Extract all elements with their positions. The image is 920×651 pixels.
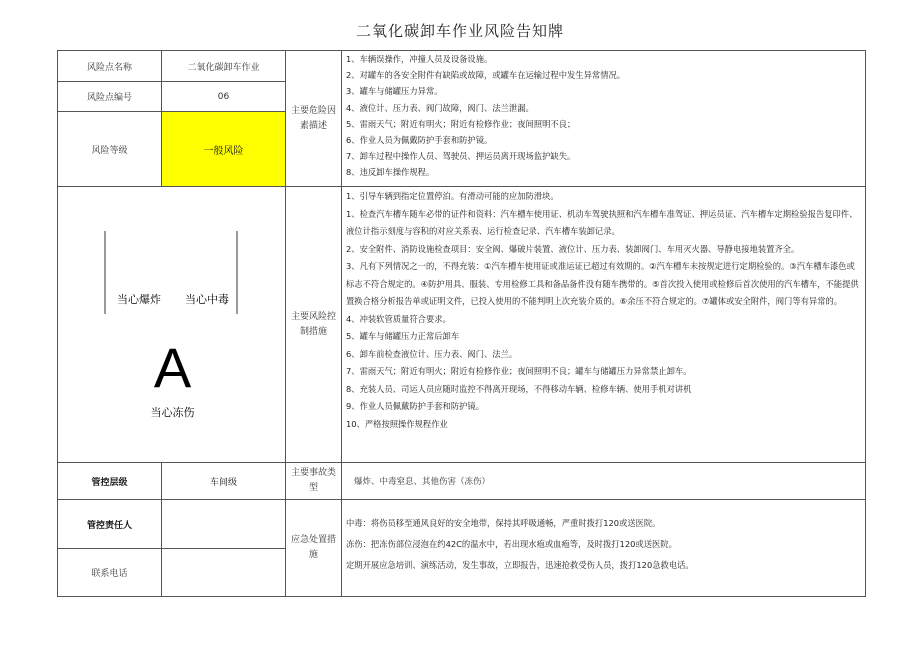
control-item: 1、引导车辆到指定位置停泊。有滑动可能的应加防滑块。 [346,191,559,201]
control-item: 10、严格按照操作规程作业 [346,418,448,429]
hazard-item: 6、作业人员为佩戴防护手套和防护镜。 [346,135,493,146]
warning-sign-frame [58,187,287,464]
control-level-label: 管控层级 [57,462,162,500]
hazard-item: 8、违反卸车操作规程。 [346,167,435,178]
hazard-item: 2、对罐车的各安全附件有缺陷或故障，或罐车在运输过程中发生异常情况。 [346,70,626,81]
accident-type-value: 爆炸、中毒窒息、其他伤害（冻伤） [341,462,866,500]
main-hazard-label: 主要危险因素描述 [285,50,342,187]
emergency-label: 应急处置措施 [285,499,342,597]
sign-letter: A [153,336,192,399]
emergency-item: 冻伤：把冻伤部位浸泡在约42C的温水中，若出现水疱或血疱等，及时拨打120或送医院。 [346,539,677,549]
sign-frostbite-label: 当心冻伤 [150,406,195,419]
control-item: 3、凡有下列情况之一的，不得充装：①汽车槽车使用证或准运证已超过有效期的。②汽车槽车未按规定进行定期检验的。③汽车槽车漆色或标志不符合规定的。④防护用具、服装、专用检修工具和备品备件没有随车携带的。⑤首次投入使用或检修后首次使用的汽车槽车，不能提供置换合格分析报告单或证明文件，已投入使用的不能判明上次充装介质的。⑥余压不符合规定的。⑦罐体或安全附件，阀门等有异常的。 [346,261,859,306]
risk-point-name-value: 二氧化碳卸车作业 [161,50,286,82]
risk-point-no-label: 风险点编号 [57,81,162,112]
control-level-value: 车间级 [161,462,286,500]
hazard-item: 7、卸车过程中操作人员、驾驶员、押运员离开现场监护缺失。 [346,151,576,162]
hazard-item: 3、罐车与储罐压力异常。 [346,86,443,97]
responsible-label: 管控责任人 [57,499,162,549]
sign-explosion-label: 当心爆炸 [117,293,161,306]
risk-level-label: 风险等级 [57,111,162,187]
hazard-item: 5、雷雨天气；附近有明火；附近有检修作业；夜间照明不良； [346,118,576,129]
emergency-list [341,499,866,597]
control-item: 7、雷雨天气；附近有明火；附近有检修作业；夜间照明不良；罐车与储罐压力异常禁止卸车。 [346,366,692,376]
control-measures-label: 主要风险控制措施 [285,186,342,463]
phone-label: 联系电话 [57,548,162,597]
control-item: 2、安全附件、消防设施检查项目：安全阀、爆破片装置、液位计、压力表、装卸阀门、车用灭火器、导静电接地装置齐全。 [346,243,800,254]
warning-sign-panel [57,186,286,463]
control-item: 4、冲装软管质量符合要求。 [346,313,451,324]
control-item: 8、充装人员、司运人员应随时监控不得离开现场，不得移动车辆、检修车辆、使用手机对讲机 [346,383,692,394]
emergency-item: 中毒：将伤员移至通风良好的安全地带，保持其呼吸通畅，严重时拨打120或送医院。 [346,518,661,528]
control-item: 9、作业人员佩戴防护手套和防护镜。 [346,401,485,411]
hazard-item: 1、车辆误操作，冲撞人员及设备设施。 [346,54,493,64]
risk-point-name-label: 风险点名称 [57,50,162,82]
control-item: 1、检查汽车槽车随车必带的证件和资料：汽车槽车使用证、机动车驾驶执照和汽车槽车准驾证、押运员证、汽车槽车定期检验报告复印件、液位计指示刻度与容积的对应关系表、运行检查记录、汽车槽车装卸记录。 [346,208,858,236]
phone-value [161,548,286,597]
control-item: 6、卸车前检查液位计、压力表、阀门、法兰。 [346,348,518,359]
responsible-value [161,499,286,549]
control-item: 5、罐车与储罐压力正常后卸车 [346,331,460,341]
control-measures-list [341,186,866,463]
main-hazard-list [341,50,866,187]
accident-type-label: 主要事故类型 [285,462,342,500]
sign-poison-label: 当心中毒 [185,293,229,306]
risk-level-value: 一般风险 [161,111,286,187]
emergency-item: 定期开展应急培训、演练活动，发生事故，立即报告，迅速抢救受伤人员，拨打120急救电话。 [346,560,694,570]
page-title: 二氧化碳卸车作业风险告知牌 [355,22,564,40]
risk-point-no-value: 06 [161,81,286,112]
hazard-item: 4、液位计、压力表、阀门故障，阀门、法兰泄漏。 [346,102,534,113]
